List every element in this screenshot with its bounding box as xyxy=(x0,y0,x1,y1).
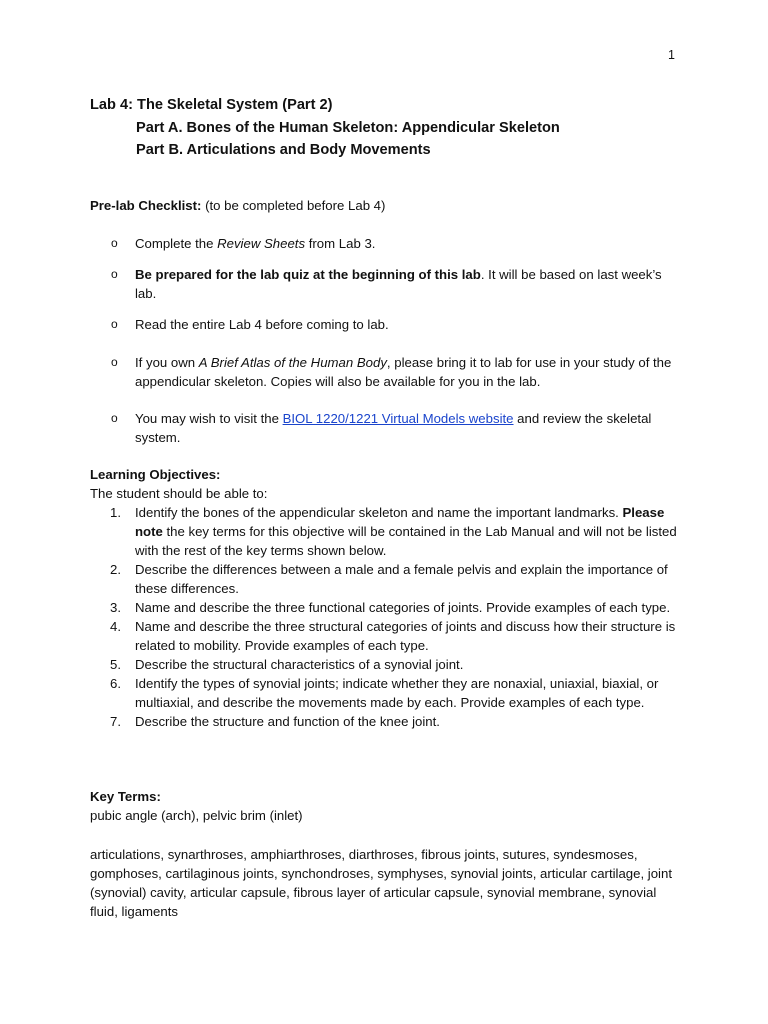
text-run-italic: A Brief Atlas of the Human Body xyxy=(198,355,387,370)
learning-objectives-list xyxy=(90,503,690,731)
key-terms-heading: Key Terms: xyxy=(90,789,161,804)
objective-item xyxy=(90,674,683,712)
objective-text: Identify the types of synovial joints; indicate whether they are nonaxial, uniaxial, biaxial, or multiaxial, and describe the movements made by each. Provide examples of each type. xyxy=(135,676,659,710)
objective-number: 4. xyxy=(110,619,121,634)
checklist-bullet-icon: o xyxy=(111,267,118,281)
objective-item xyxy=(90,598,683,617)
prelab-heading: Pre-lab Checklist: xyxy=(90,198,202,213)
text-run: . It will be based on last week’s lab. xyxy=(135,267,662,301)
objective-number: 3. xyxy=(110,600,121,615)
learning-objectives-heading: Learning Objectives: xyxy=(90,467,221,482)
lab-title: Lab 4: The Skeletal System (Part 2) xyxy=(90,97,333,113)
objective-item xyxy=(90,712,683,731)
text-run: Complete the xyxy=(135,236,218,251)
lab-subtitle-part-a: Part A. Bones of the Human Skeleton: Appendicular Skeleton xyxy=(136,119,560,136)
prelab-note: (to be completed before Lab 4) xyxy=(201,198,386,213)
lab-subtitle-part-b: Part B. Articulations and Body Movements xyxy=(136,142,431,158)
objective-text: Describe the structure and function of the knee joint. xyxy=(135,714,440,729)
objective-text: Describe the structural characteristics of a synovial joint. xyxy=(135,657,464,672)
text-run: , please bring it to lab for use in your study of the appendicular skeleton. Copies will also be available for you in the lab. xyxy=(135,355,672,389)
checklist-bullet-icon: o xyxy=(111,236,118,250)
checklist-bullet-icon: o xyxy=(111,411,118,425)
objective-number: 1. xyxy=(110,505,121,520)
page-number: 1 xyxy=(668,48,675,62)
checklist-item-text xyxy=(135,409,683,447)
objective-item xyxy=(90,560,683,598)
virtual-models-link[interactable]: BIOL 1220/1221 Virtual Models website xyxy=(282,411,514,426)
text-run-italic: Review Sheets xyxy=(217,236,306,251)
checklist-item-text: Read the entire Lab 4 before coming to lab. xyxy=(135,317,389,332)
text-run-bold: Be prepared for the lab quiz at the beginning of this lab xyxy=(135,267,481,282)
objective-emphasis: Please note xyxy=(135,505,665,539)
objective-number: 5. xyxy=(110,657,121,672)
text-run: from Lab 3. xyxy=(305,236,376,251)
checklist-bullet-icon: o xyxy=(111,317,118,331)
objective-number: 6. xyxy=(110,676,121,691)
objective-number: 7. xyxy=(110,714,121,729)
prelab-heading-line xyxy=(90,196,385,215)
checklist-item-text xyxy=(135,265,683,303)
text-run: and review the skeletal system. xyxy=(135,411,652,445)
checklist-item-text xyxy=(135,234,683,253)
objective-text: Name and describe the three functional categories of joints. Provide examples of each type. xyxy=(135,600,671,615)
key-terms-line: pubic angle (arch), pelvic brim (inlet) xyxy=(90,808,303,823)
objective-text: Name and describe the three structural categories of joints and discuss how their structure is related to mobility. Provide examples of each type. xyxy=(135,619,676,653)
text-run: If you own xyxy=(135,355,199,370)
objective-text: Identify the bones of the appendicular skeleton and name the important landmarks. xyxy=(135,505,623,520)
objective-text: the key terms for this objective will be contained in the Lab Manual and will not be listed with the rest of the key terms shown below. xyxy=(135,524,677,558)
objective-item xyxy=(90,503,683,560)
objective-item xyxy=(90,617,683,655)
lab-title-block xyxy=(90,94,560,162)
checklist-item-text xyxy=(135,353,683,391)
learning-objectives-intro: The student should be able to: xyxy=(90,486,268,501)
text-run: You may wish to visit the xyxy=(135,411,283,426)
objective-number: 2. xyxy=(110,562,121,577)
objective-item xyxy=(90,655,683,674)
checklist-bullet-icon: o xyxy=(111,355,118,369)
objective-text: Describe the differences between a male and a female pelvis and explain the importance of these differences. xyxy=(135,562,668,596)
key-terms-paragraph: articulations, synarthroses, amphiarthroses, diarthroses, fibrous joints, sutures, syndesmoses, gomphoses, cartilaginous joints, synchondroses, symphyses, synovial joints, articular cartilage, joint (synovial) cavity, articular capsule, fibrous layer of articular capsule, synovial membrane, synovial fluid, ligaments xyxy=(90,847,672,919)
